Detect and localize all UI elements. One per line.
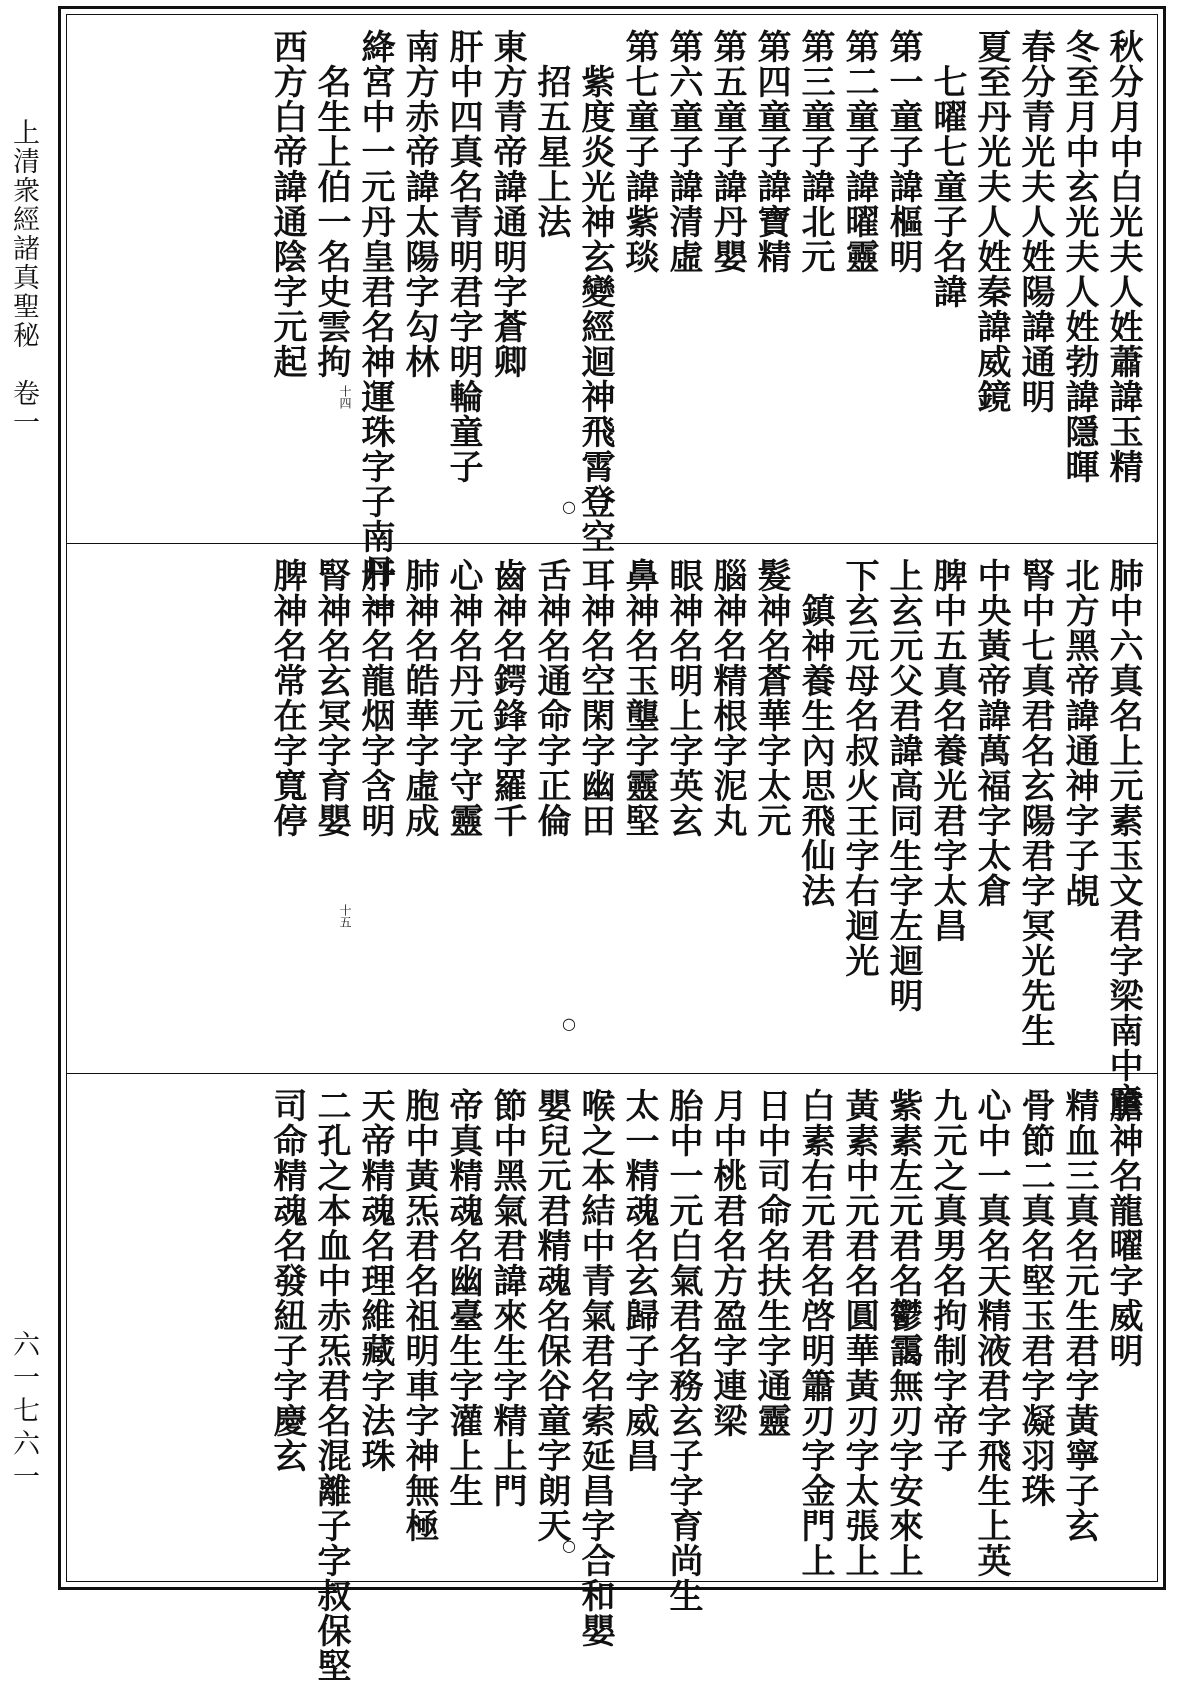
column-group [265, 1088, 1145, 1683]
text-column: 天帝精魂名理維藏字法珠 [355, 1088, 395, 1473]
text-column: 二孔之本血中赤炁君名混離子字叔保堅 [311, 1088, 351, 1683]
text-column: 紫度炎光神玄變經迴神飛霄登空 [575, 29, 615, 554]
text-column: 腎中七真君名玄陽君字冥光先生 [1015, 558, 1055, 1048]
text-column: 上玄元父君諱高同生字左迴明 [883, 558, 923, 1013]
text-panel-2 [67, 543, 1157, 1118]
text-column: 腦神名精根字泥丸 [707, 558, 747, 838]
text-column: 胞中黃炁君名祖明車字神無極 [399, 1088, 439, 1543]
text-column: 冬至月中玄光夫人姓勃諱隱暉 [1059, 29, 1099, 484]
text-column: 肝神名龍烟字含明 [355, 558, 395, 838]
text-column: 司命精魂名發紐子字慶玄 [267, 1088, 307, 1473]
text-column: 九元之真男名拘制字帝子 [927, 1088, 967, 1473]
text-panel-3 [67, 1073, 1157, 1683]
text-column: 精血三真名元生君字黃寧子玄 [1059, 1088, 1099, 1543]
text-column: 招五星上法 [531, 29, 571, 239]
text-panel-1 [67, 15, 1157, 624]
annotation: 十四 [338, 385, 352, 409]
text-column: 黃素中元君名圓華黃刃字太張上 [839, 1088, 879, 1578]
page-frame-inner [66, 14, 1158, 1683]
text-column: 日中司命名扶生字通靈 [751, 1088, 791, 1438]
annotation: 十五 [338, 904, 352, 928]
text-column: 第七童子諱紫琰 [619, 29, 659, 274]
text-column: 秋分月中白光夫人姓蕭諱玉精 [1103, 29, 1143, 484]
text-column: 嬰兒元君精魂名保谷童字朗天 [531, 1088, 571, 1543]
margin-page-number: 六一七六一 [8, 1330, 39, 1495]
text-column: 第三童子諱北元 [795, 29, 835, 274]
text-column: 肺神名皓華字虛成 [399, 558, 439, 838]
text-column: 第二童子諱曜靈 [839, 29, 879, 274]
text-column: 鼻神名玉壟字靈堅 [619, 558, 659, 838]
text-column: 骨節二真名堅玉君字凝羽珠 [1015, 1088, 1055, 1508]
page-marker-circle: ○ [562, 497, 576, 516]
text-column: 脾中五真名養光君字太昌 [927, 558, 967, 943]
text-column: 節中黑氣君諱來生字精上門 [487, 1088, 527, 1508]
text-column: 春分青光夫人姓陽諱通明 [1015, 29, 1055, 414]
text-column: 眼神名明上字英玄 [663, 558, 703, 838]
text-column: 絳宮中一元丹皇君名神運珠字子南丹一 [355, 29, 395, 624]
text-column: 太一精魂名玄歸子字威昌 [619, 1088, 659, 1473]
text-column: 紫素左元君名鬱靄無刃字安來上 [883, 1088, 923, 1578]
text-column: 心神名丹元字守靈 [443, 558, 483, 838]
text-column: 胎中一元白氣君名務玄子字育尚生 [663, 1088, 703, 1613]
text-column: 北方黑帝諱通神字子覘 [1059, 558, 1099, 908]
text-column: 心中一真名天精液君字飛生上英 [971, 1088, 1011, 1578]
margin-book-title: 上清衆經諸真聖秘 卷一 [8, 118, 39, 437]
text-column: 鎮神養生內思飛仙法 [795, 558, 835, 908]
text-column: 西方白帝諱通陰字元起 [267, 29, 307, 379]
text-column: 中央黃帝諱萬福字太倉 [971, 558, 1011, 908]
text-column: 肝中四真名青明君字明輪童子 [443, 29, 483, 484]
page-frame [58, 6, 1166, 1683]
text-column: 白素右元君名啓明簫刃字金門上 [795, 1088, 835, 1578]
text-column: 第五童子諱丹嬰 [707, 29, 747, 274]
text-column: 第四童子諱寶精 [751, 29, 791, 274]
text-column: 南方赤帝諱太陽字勾林 [399, 29, 439, 379]
text-column: 東方青帝諱通明字蒼卿 [487, 29, 527, 379]
page-marker-circle: ○ [562, 1014, 576, 1033]
text-column: 舌神名通命字正倫 [531, 558, 571, 838]
text-column: 帝真精魂名幽臺生字灌上生 [443, 1088, 483, 1508]
page-marker-circle: ○ [562, 1536, 576, 1555]
text-column: 第一童子諱樞明 [883, 29, 923, 274]
text-column: 喉之本結中青氣君名索延昌字合和嬰 [575, 1088, 615, 1648]
text-column: 下玄元母名叔火王字右迴光 [839, 558, 879, 978]
text-column: 齒神名鍔鋒字羅千 [487, 558, 527, 838]
text-column: 名生上伯一名史雲拘 [311, 29, 351, 379]
text-column: 第六童子諱清虛 [663, 29, 703, 274]
text-column: 夏至丹光夫人姓秦諱威鏡 [971, 29, 1011, 414]
text-column: 月中桃君名方盈字連梁 [707, 1088, 747, 1438]
text-column: 腎神名玄冥字育嬰 [311, 558, 351, 838]
column-group [265, 558, 1145, 1118]
text-column: 髮神名蒼華字太元 [751, 558, 791, 838]
text-column: 七曜七童子名諱 [927, 29, 967, 309]
text-column: 耳神名空閑字幽田 [575, 558, 615, 838]
text-column: 脾神名常在字寬停 [267, 558, 307, 838]
text-column: 肺中六真名上元素玉文君字梁南中童 [1103, 558, 1143, 1118]
column-group [265, 29, 1145, 624]
text-column: 膽神名龍曜字威明 [1103, 1088, 1143, 1368]
